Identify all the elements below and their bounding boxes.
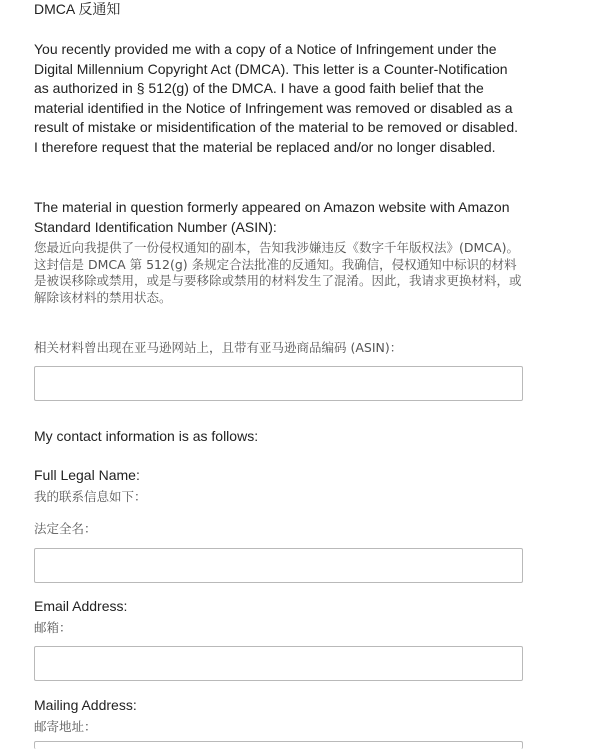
email-label-en: Email Address: xyxy=(34,598,128,614)
contact-heading-en: My contact information is as follows: xyxy=(34,428,259,444)
legal-name-label-en: Full Legal Name: xyxy=(34,467,140,483)
email-label-zh: 邮箱： xyxy=(34,620,72,635)
material-paragraph-en: The material in question formerly appeared on Amazon website with Amazon Standard Identification Number (ASIN): xyxy=(34,199,510,235)
page-title: DMCA 反通知 xyxy=(34,1,121,17)
mailing-address-label-en: Mailing Address: xyxy=(34,697,137,713)
contact-heading-zh: 我的联系信息如下： xyxy=(34,489,147,504)
asin-label-zh: 相关材料曾出现在亚马逊网站上，且带有亚马逊商品编码 (ASIN)： xyxy=(34,340,403,355)
email-input[interactable] xyxy=(34,646,523,681)
asin-input[interactable] xyxy=(34,366,523,401)
intro-paragraph-en: You recently provided me with a copy of a Notice of Infringement under the Digital Millennium Copyright Act (DMCA). This letter is a Counter-Notification as authorized in § 512(g) of the DMCA. I have a good faith belief that the material identified in the Notice of Infringement was removed or disabled as a result of mistake or misidentification of the material to be removed or disabled. I therefore request that the material be replaced and/or no longer disabled. xyxy=(34,41,519,155)
legal-name-input[interactable] xyxy=(34,548,523,583)
mailing-address-label-zh: 邮寄地址： xyxy=(34,719,97,734)
intro-paragraph-zh: 您最近向我提供了一份侵权通知的副本，告知我涉嫌违反《数字千年版权法》(DMCA)。这封信是 DMCA 第 512(g) 条规定合法批准的反通知。我确信，侵权通知中标识的材料是被误移除或禁用，或是与要移除或禁用的材料发生了混淆。因此，我请求更换材料，或解除该材料的禁用状态。 xyxy=(34,240,522,305)
legal-name-label-zh: 法定全名： xyxy=(34,521,97,536)
